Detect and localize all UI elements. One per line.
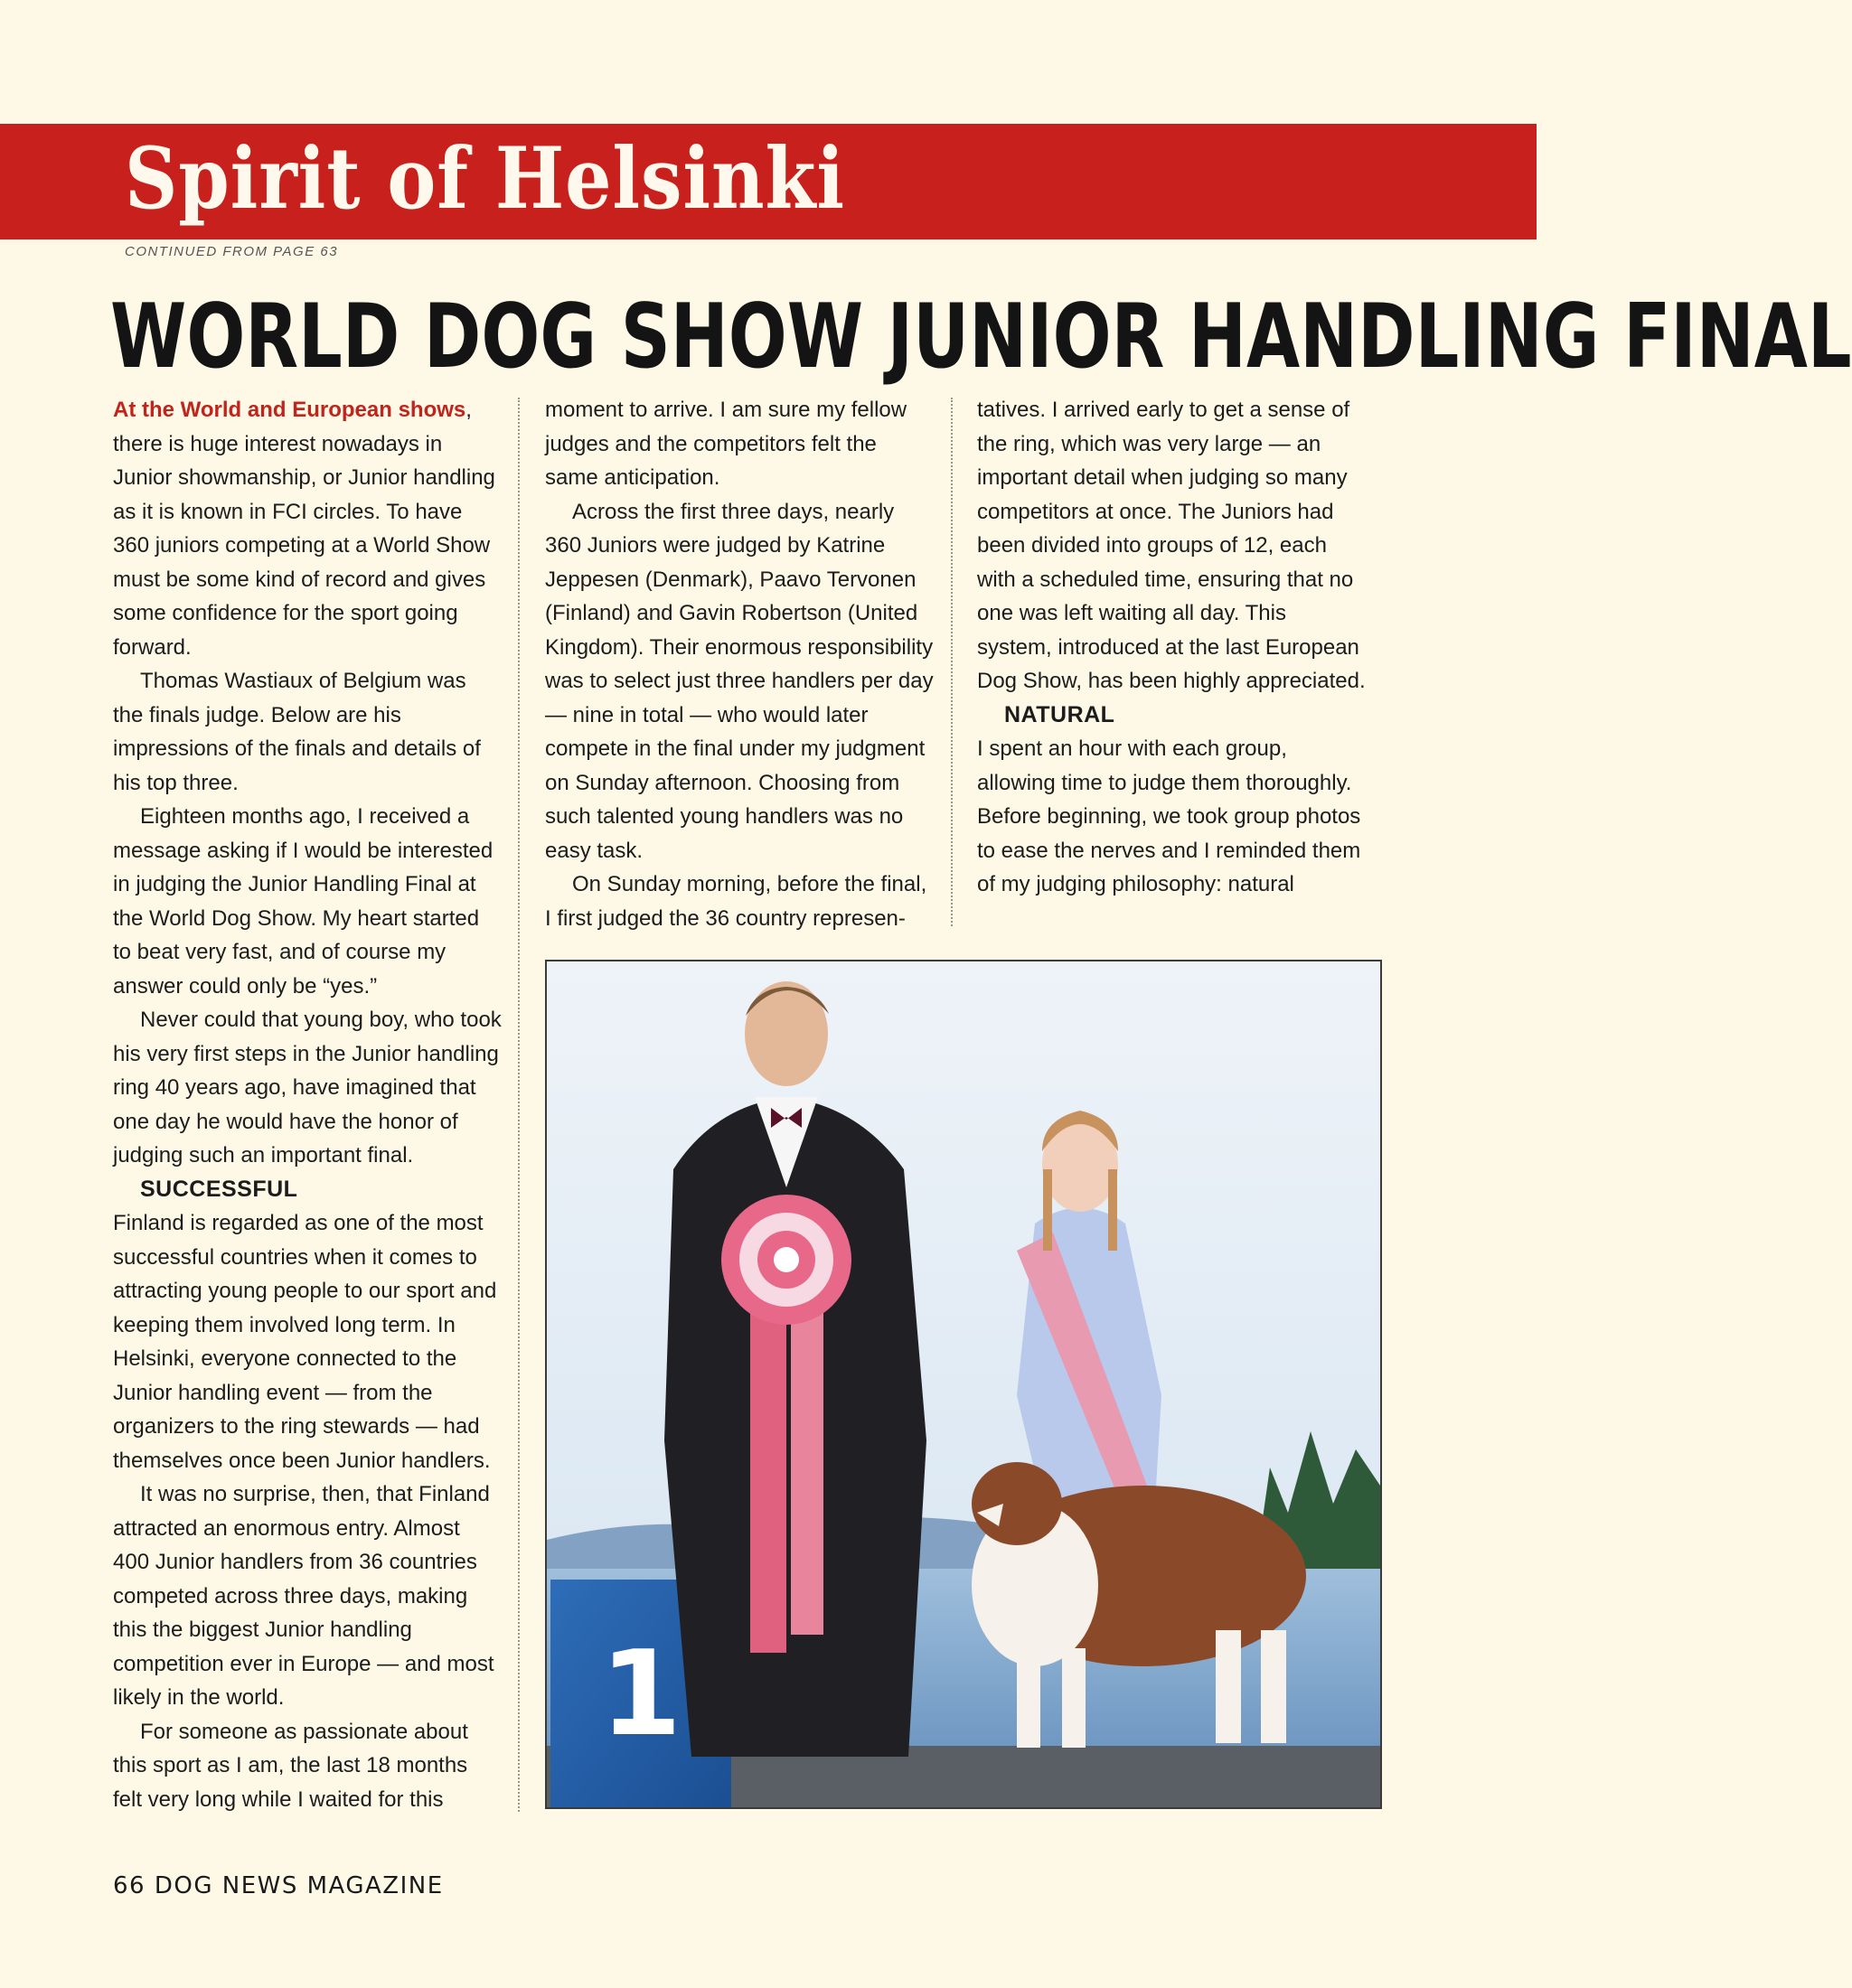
continued-note: CONTINUED FROM PAGE 63 <box>125 244 339 259</box>
section-banner <box>0 124 1537 239</box>
column-divider <box>518 398 520 1812</box>
paragraph: Never could that young boy, who took his very first steps in the Junior handling ring 40 years ago, have imagined that one day he would have the honor of judging such an important final. <box>113 1008 502 1167</box>
paragraph: Thomas Wastiaux of Belgium was the finals judge. Below are his impressions of the finals and details of his top three. <box>113 669 481 795</box>
subheading-successful: SUCCESSFUL <box>140 1176 298 1202</box>
winner-photo <box>545 960 1382 1809</box>
paragraph <box>113 393 502 664</box>
paragraph-text: , there is huge interest nowadays in Junior showmanship, or Junior handling as it is known in FCI circles. To have 360 juniors competing at a World Show must be some kind of record and gives some confidence for the sport going forward. <box>113 398 495 660</box>
paragraph: For someone as passionate about this sport as I am, the last 18 months felt very long while I waited for this <box>113 1719 468 1812</box>
paragraph: tatives. I arrived early to get a sense of the ring, which was very large — an important detail when judging so many competitors at once. The Juniors had been divided into groups of 12, each with a scheduled time, ensuring that no one was left waiting all day. This system, introduced at the last European Dog Show, has been highly appreciated. <box>977 398 1366 693</box>
subheading-natural: NATURAL <box>1004 701 1115 727</box>
article-headline: WORLD DOG SHOW JUNIOR HANDLING FINAL <box>110 286 1852 389</box>
lead-in: At the World and European shows <box>113 398 466 422</box>
article-column-2 <box>545 393 934 935</box>
paragraph: On Sunday morning, before the final, I first judged the 36 country represen- <box>545 872 927 931</box>
article-column-1 <box>113 393 502 1816</box>
podium-number: 1 <box>599 1625 682 1762</box>
paragraph: Across the first three days, nearly 360 Juniors were judged by Katrine Jeppesen (Denmark), Paavo Tervonen (Finland) and Gavin Robertson (United Kingdom). Their enormous responsibility was to select just three handlers per day — nine in total — who would later compete in the final under my judgment on Sunday afternoon. Choosing from such talented young handlers was no easy task. <box>545 499 934 863</box>
column-divider <box>951 398 953 926</box>
section-title: Spirit of Helsinki <box>125 129 845 229</box>
photo-illustration <box>547 961 1380 1807</box>
paragraph: It was no surprise, then, that Finland attracted an enormous entry. Almost 400 Junior handlers from 36 countries competed across three days, making this the biggest Junior handling competition ever in Europe — and most likely in the world. <box>113 1482 494 1710</box>
article-column-3 <box>977 393 1366 902</box>
page-footer: 66 DOG NEWS MAGAZINE <box>113 1872 444 1899</box>
paragraph: I spent an hour with each group, allowing time to judge them thoroughly. Before beginning, we took group photos to ease the nerves and I reminded them of my judging philosophy: natural <box>977 736 1361 896</box>
paragraph: moment to arrive. I am sure my fellow judges and the competitors felt the same anticipation. <box>545 398 907 490</box>
paragraph: Finland is regarded as one of the most successful countries when it comes to attracting young people to our sport and keeping them involved long term. In Helsinki, everyone connected to the Junior handling event — from the organizers to the ring stewards — had themselves once been Junior handlers. <box>113 1211 497 1473</box>
paragraph: Eighteen months ago, I received a message asking if I would be interested in judging the Junior Handling Final at the World Dog Show. My heart started to beat very fast, and of course my answer could only be “yes.” <box>113 804 494 999</box>
